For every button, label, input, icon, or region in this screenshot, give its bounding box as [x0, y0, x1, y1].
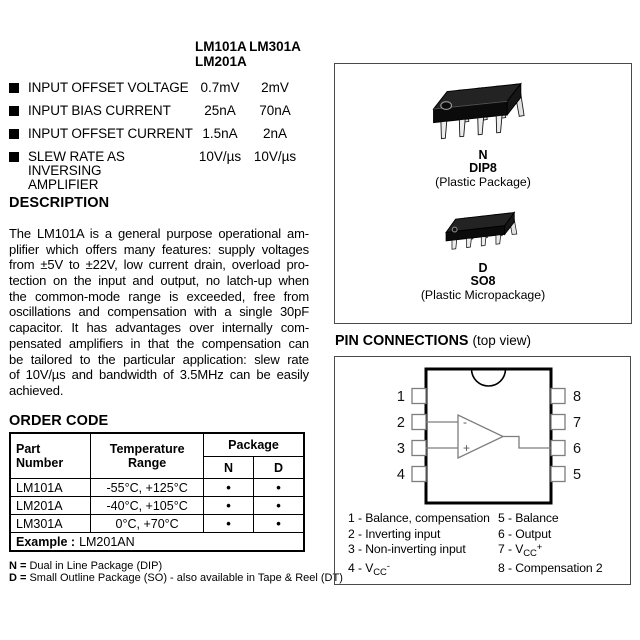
description-line: The LM101A is a general purpose operational am- [9, 226, 309, 241]
pin-description: 6 - Output [498, 526, 552, 541]
part-column-header-1: LM101A LM201A [195, 39, 247, 69]
pin-connections-box [334, 356, 631, 585]
description-line: of 10V/µs and bandwidth of 3.5MHz can be easily [9, 367, 309, 383]
features-section [9, 39, 301, 201]
temperature-range-cell: -40°C, +105°C [91, 497, 204, 515]
features-header [9, 39, 301, 69]
so8-package-image [431, 204, 535, 257]
example-row [10, 533, 304, 552]
pin-number: 3 [396, 441, 405, 457]
package-n-dot: • [204, 497, 254, 515]
pin-list-right [498, 511, 603, 576]
package-notes [9, 561, 343, 584]
package-n-dot: • [204, 515, 254, 533]
feature-value-2: 2mV [261, 80, 289, 95]
feature-row [9, 104, 301, 118]
feature-label-line2: AMPLIFIER [28, 177, 99, 192]
pin-number: 6 [573, 441, 582, 457]
package-d-dot: • [254, 479, 304, 497]
pin-description: 1 - Balance, compensation [348, 511, 490, 525]
col-header-package-d: D [254, 457, 304, 479]
pin-number: 2 [396, 415, 405, 431]
note-line: N = Dual in Line Package (DIP) [9, 560, 163, 572]
dip8-code: N [478, 148, 488, 162]
bullet-square-icon [9, 83, 19, 93]
feature-value-2: 10V/µs [253, 149, 297, 164]
pin-description: 8 - Compensation 2 [498, 560, 603, 575]
description-line: be tailored to the particular application: slew rate [9, 351, 309, 367]
bullet-square-icon [9, 129, 19, 139]
dip8-package-image [420, 72, 546, 144]
feature-value-2: 2nA [262, 126, 288, 141]
pin-number: 4 [396, 467, 405, 483]
description-line: pensated amplifiers in that the compensation can [9, 335, 309, 351]
table-row [10, 479, 304, 497]
bullet-square-icon [9, 152, 19, 162]
bullet-square-icon [9, 106, 19, 116]
dip8-description: (Plastic Package) [435, 175, 531, 189]
feature-label: INPUT BIAS CURRENT [28, 103, 171, 118]
package-illustrations-box [334, 63, 632, 324]
feature-value-1: 25nA [204, 103, 236, 118]
feature-value-2: 70nA [259, 103, 291, 118]
note-line: D = Small Outline Package (SO) - also available in Tape & Reel (DT) [9, 571, 343, 584]
feature-row [9, 150, 301, 192]
example-cell [10, 533, 304, 552]
feature-row [9, 127, 301, 141]
pin-number: 1 [396, 389, 405, 405]
dip8-package-group [335, 72, 631, 189]
example-label: Example : [16, 534, 76, 549]
inverting-input-sign: - [463, 415, 467, 429]
temperature-range-cell: 0°C, +70°C [91, 515, 204, 533]
pin-number: 5 [573, 467, 582, 483]
order-code-heading: ORDER CODE [9, 413, 109, 429]
pin-number: 7 [573, 415, 582, 431]
col-header-temperature-range: Temperature Range [91, 433, 204, 479]
description-line: achieved. [9, 382, 64, 398]
col-header-package: Package [204, 433, 304, 457]
part-number-cell: LM201A [10, 497, 91, 515]
feature-value-1: 1.5nA [202, 126, 238, 141]
feature-value-1: 0.7mV [200, 80, 240, 95]
feature-label: SLEW RATE AS INVERSING [28, 149, 125, 178]
description-line: plifier which offers many features: supply voltages [9, 241, 309, 257]
package-n-dot: • [204, 479, 254, 497]
so8-name: SO8 [470, 274, 496, 288]
temperature-range-cell: -55°C, +125°C [91, 479, 204, 497]
col-header-part-number: Part Number [10, 433, 91, 479]
pin-number: 8 [573, 389, 582, 405]
description-line: from ±5V to ±22V, low current drain, overload pro- [9, 257, 309, 273]
so8-code: D [478, 261, 488, 275]
pin-description: 5 - Balance [498, 511, 559, 525]
part-number-cell: LM301A [10, 515, 91, 533]
dip8-name: DIP8 [469, 161, 497, 175]
package-d-dot: • [254, 497, 304, 515]
non-inverting-input-sign: + [463, 441, 471, 455]
pin-connections-heading: PIN CONNECTIONS (top view) [335, 333, 531, 349]
table-row [10, 515, 304, 533]
package-d-dot: • [254, 515, 304, 533]
part-number-cell: LM101A [10, 479, 91, 497]
description-line: tection on the input and output, no latch-up when [9, 273, 309, 289]
description-line: oscillations and compensation with a single 30pF [9, 304, 309, 320]
pin-description: 2 - Inverting input [348, 526, 441, 541]
pin-list-left [348, 511, 490, 576]
description-heading: DESCRIPTION [9, 195, 110, 211]
feature-label: INPUT OFFSET CURRENT [28, 126, 193, 141]
order-code-table [9, 432, 305, 552]
description-line: the common-mode range is exceeded, free from [9, 288, 309, 304]
example-value: LM201AN [79, 534, 135, 549]
pin-description: $4 - V_{CC}^-$ [348, 560, 390, 578]
feature-label: INPUT OFFSET VOLTAGE [28, 80, 189, 95]
pin-description: 3 - Non-inverting input [348, 542, 466, 556]
feature-row [9, 81, 301, 95]
pin-diagram [335, 357, 630, 509]
col-header-package-n: N [204, 457, 254, 479]
description-text [9, 226, 309, 399]
description-line: capacitor. It has advantages over internally com- [9, 320, 309, 336]
so8-description: (Plastic Micropackage) [420, 288, 546, 302]
part-column-header-2: LM301A [249, 39, 301, 54]
so8-package-group [335, 204, 631, 302]
feature-value-1: 10V/µs [198, 149, 242, 164]
table-row [10, 497, 304, 515]
pin-description: $7 - V_{CC}^+$ [498, 542, 543, 559]
